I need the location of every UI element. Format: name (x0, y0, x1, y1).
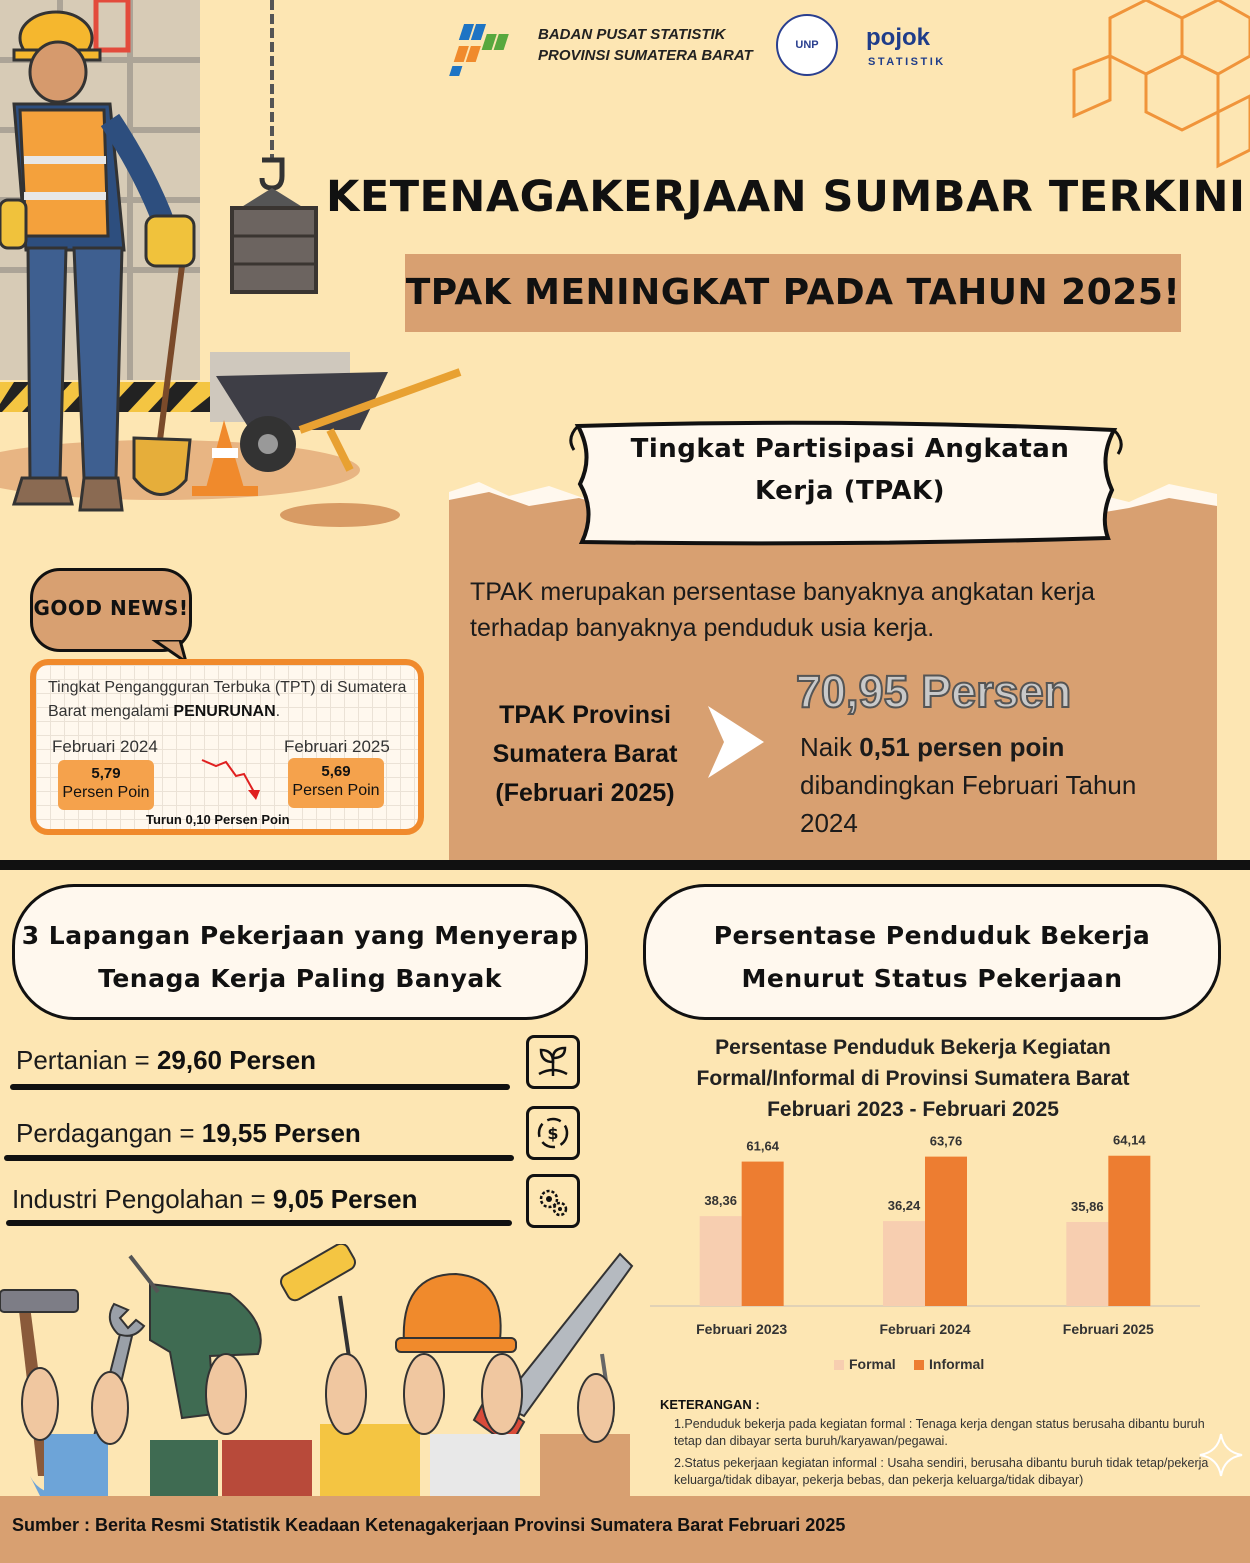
construction-illustration (0, 0, 470, 540)
unp-logo-text: UNP (795, 39, 819, 51)
tpak-banner-line-1: Tingkat Partisipasi Angkatan (630, 434, 1070, 464)
x-tick-label-1: Februari 2024 (879, 1321, 971, 1337)
hexagon-decoration (1070, 0, 1250, 190)
bar-formal-0 (700, 1216, 742, 1306)
chart-title-line-1: Persentase Penduduk Bekerja Kegiatan (715, 1036, 1111, 1059)
tpt-desc-emphasis: PENURUNAN (173, 703, 276, 720)
page-subtitle: TPAK MENINGKAT PADA TAHUN 2025! (405, 272, 1181, 313)
legend-informal-label: Informal (929, 1356, 985, 1372)
bar-informal-0 (742, 1162, 784, 1306)
arrow-right-icon (706, 704, 766, 780)
sector-item-perdagangan (16, 1118, 361, 1149)
sector-label: Pertanian = (16, 1045, 157, 1075)
x-tick-label-2: Februari 2025 (1062, 1321, 1154, 1337)
sector-item-industri (12, 1184, 417, 1215)
legend-informal (914, 1356, 984, 1372)
chart-title (650, 1032, 1176, 1125)
plant-icon (526, 1035, 580, 1089)
tpak-change-suffix: dibandingkan Februari Tahun 2024 (800, 770, 1137, 838)
tpt-change: Turun 0,10 Persen Poin (146, 812, 290, 827)
section-divider (0, 860, 1250, 870)
tpak-prov-line-1: TPAK Provinsi (499, 701, 671, 729)
data-label-formal-0: 38,36 (704, 1193, 737, 1209)
unp-logo (776, 14, 838, 76)
notes-heading: KETERANGAN : (660, 1397, 760, 1412)
bar-formal-2 (1066, 1222, 1108, 1306)
tpak-change-prefix: Naik (800, 732, 853, 762)
chart-title-line-3: Februari 2023 - Februari 2025 (767, 1098, 1059, 1121)
legend-formal (834, 1356, 896, 1372)
page-title: KETENAGAKERJAAN SUMBAR TERKINI (326, 172, 1246, 222)
pojok-logo-sub: STATISTIK (868, 56, 946, 68)
tpt-unit-1: Persen Poin (62, 784, 150, 801)
gears-icon (526, 1174, 580, 1228)
org-line-2: PROVINSI SUMATERA BARAT (538, 47, 753, 64)
sparkle-icon (1196, 1430, 1246, 1480)
chart-title-line-2: Formal/Informal di Provinsi Sumatera Barat (696, 1067, 1130, 1090)
sector-label: Industri Pengolahan = (12, 1184, 273, 1214)
sector-label: Perdagangan = (16, 1118, 202, 1148)
sector-underline (4, 1155, 514, 1161)
tpt-value-1: 5,79 (91, 765, 121, 782)
tpak-province-label (470, 696, 700, 813)
legend-informal-swatch (914, 1360, 924, 1370)
svg-text:$: $ (547, 1124, 559, 1143)
x-tick-label-0: Februari 2023 (696, 1321, 788, 1337)
sector-value: 29,60 Persen (156, 1045, 316, 1075)
status-header (643, 914, 1221, 1000)
tpt-description (48, 676, 408, 724)
legend-formal-swatch (834, 1360, 844, 1370)
status-header-line-1: Persentase Penduduk Bekerja (713, 921, 1151, 950)
data-label-formal-2: 35,86 (1071, 1198, 1104, 1214)
data-label-formal-1: 36,24 (887, 1198, 921, 1214)
bps-logo-icon (448, 18, 528, 78)
data-label-informal-0: 61,64 (746, 1138, 779, 1154)
tpt-unit-2: Persen Poin (292, 782, 380, 799)
status-header-line-2: Menurut Status Pekerjaan (741, 964, 1123, 993)
sectors-header-line-1: 3 Lapangan Pekerjaan yang Menyerap (21, 921, 579, 950)
pojok-logo: pojok (866, 24, 930, 51)
note-item-2: 2.Status pekerjaan kegiatan informal : Usaha sendiri, berusaha dibantu buruh tidak tetap/pekerja keluarga/tidak dibayar, pekerja bebas, dan pekerja keluarga/tidak dibayar) (674, 1456, 1209, 1487)
tpt-desc-suffix: . (275, 703, 281, 720)
org-line-1: BADAN PUSAT STATISTIK (538, 26, 726, 43)
sectors-header-line-2: Tenaga Kerja Paling Banyak (98, 964, 502, 993)
tpak-banner-line-2: Kerja (TPAK) (754, 476, 946, 506)
tpt-desc-prefix: Tingkat Pengangguran Terbuka (TPT) di Sumatera Barat mengalami (48, 679, 407, 720)
tpt-year-1: Februari 2024 (52, 737, 158, 756)
money-cycle-icon (526, 1106, 580, 1160)
bar-formal-1 (883, 1221, 925, 1306)
legend-formal-label: Formal (849, 1356, 896, 1372)
tpak-definition: TPAK merupakan persentase banyaknya angkatan kerja terhadap banyaknya penduduk usia kerja. (470, 578, 1095, 642)
sector-item-pertanian (16, 1045, 316, 1076)
tpak-value: 70,95 Persen (796, 666, 1072, 717)
source-note: Sumber : Berita Resmi Statistik Keadaan Ketenagakerjaan Provinsi Sumatera Barat Februari 2025 (12, 1515, 846, 1535)
sectors-header (12, 914, 588, 1000)
tpak-change (800, 728, 1200, 842)
tools-hands-illustration (0, 1244, 640, 1496)
sector-underline (10, 1084, 510, 1090)
tpak-change-value: 0,51 persen poin (859, 732, 1065, 762)
tpak-prov-line-2: Sumatera Barat (492, 740, 678, 768)
sector-value: 9,05 Persen (272, 1184, 418, 1214)
organization-name (538, 24, 753, 66)
tpak-banner-title (600, 428, 1100, 512)
status-bar-chart (640, 1132, 1210, 1392)
tpt-badge-1 (58, 760, 154, 810)
good-news-label: GOOD NEWS! (33, 596, 189, 620)
sector-underline (6, 1220, 512, 1226)
tpak-prov-line-3: (Februari 2025) (495, 779, 675, 807)
note-item-1: 1.Penduduk bekerja pada kegiatan formal : Tenaga kerja dengan status berusaha dibantu buruh tetap dan dibayar serta buruh/karyawan/pegawai. (674, 1417, 1205, 1448)
data-label-informal-1: 63,76 (929, 1133, 963, 1149)
data-label-informal-2: 64,14 (1113, 1132, 1146, 1148)
tpt-badge-2 (288, 758, 384, 808)
trend-down-icon (200, 756, 262, 802)
bar-informal-2 (1108, 1156, 1150, 1306)
tpt-year-2: Februari 2025 (284, 737, 390, 756)
tpt-value-2: 5,69 (321, 763, 351, 780)
bar-informal-1 (925, 1157, 967, 1306)
sector-value: 19,55 Persen (201, 1118, 361, 1148)
